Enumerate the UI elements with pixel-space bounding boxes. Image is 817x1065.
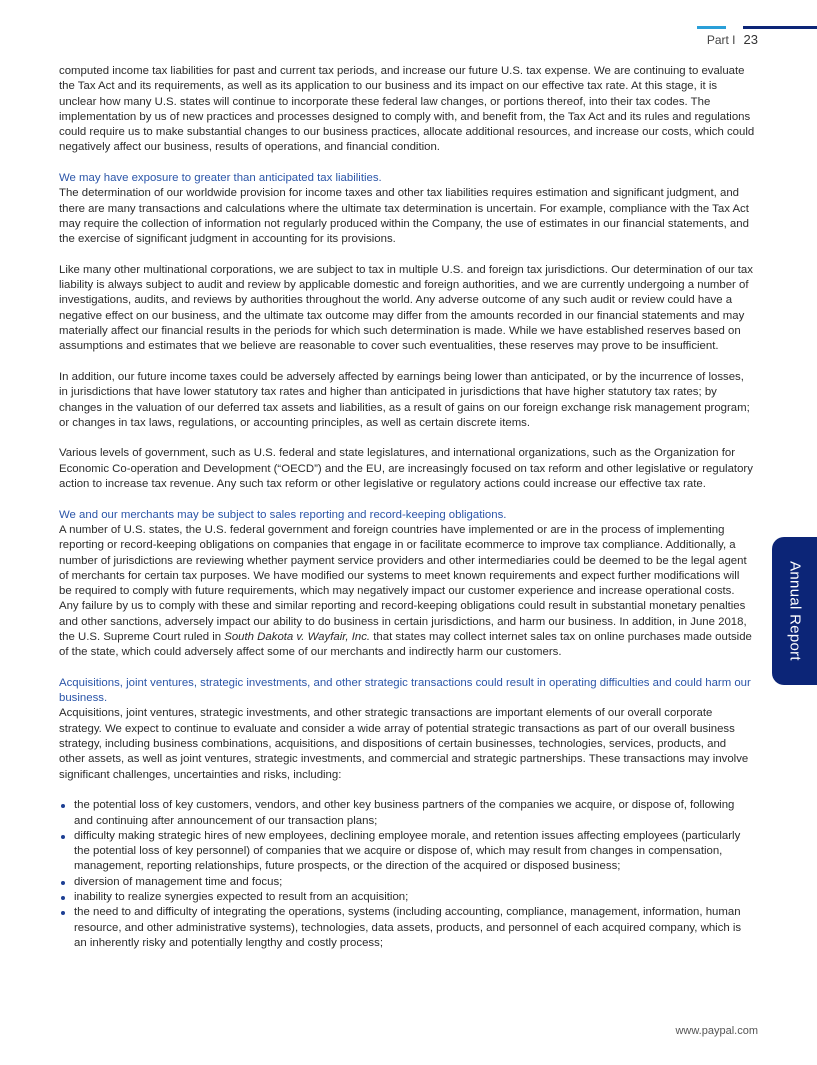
paragraph-intro: computed income tax liabilities for past and current tax periods, and increase our future U.S. tax expense. We are continuing to evaluate the Tax Act and its requirements, as well as its application to our business and its impact on our effective tax rate. At this stage, it is unclear how many U.S. states will continue to incorporate these federal law changes, or portions thereof, into their tax codes. The implementation by us of new practices and processes designed to comply with, and benefit from, the Tax Act and its rules and regulations could require us to make substantial changes to our business practices, allocate additional resources, and increase our costs, which could negatively affect our business, results of operations, and financial condition. (59, 65, 755, 154)
bullet-text: inability to realize synergies expected to result from an acquisition; (74, 891, 409, 904)
case-citation: South Dakota v. Wayfair, Inc. (224, 630, 371, 643)
section-heading-tax-liabilities: We may have exposure to greater than anticipated tax liabilities. (59, 172, 382, 185)
bullet-item (59, 875, 755, 890)
bullet-dot (61, 896, 65, 900)
bullet-text: diversion of management time and focus; (74, 875, 283, 888)
header-accent-bar-dark (743, 26, 817, 29)
annual-report-side-tab[interactable] (772, 537, 817, 685)
paragraph-acquisitions: Acquisitions, joint ventures, strategic investments, and other strategic transactions are important elements of our overall corporate strategy. We expect to continue to evaluate and consider a wide array of potential strategic transactions as part of our overall business strategy, including business combinations, acquisitions, and dispositions of certain businesses, technologies, services, products, and other assets, as well as joint ventures, strategic investments, and commercial and strategic partnerships. These transactions may involve significant challenges, uncertainties and risks, including: (59, 707, 749, 781)
part-label: Part I (706, 33, 736, 47)
side-tab-label: Annual Report (786, 561, 803, 661)
bullet-item (59, 829, 755, 875)
risk-bullet-list (59, 798, 755, 951)
paragraph-sales-part-b: that states may collect internet sales tax on online purchases made outside of the state, which could adversely affect some of our merchants and indirectly harm our customers. (59, 630, 752, 659)
paragraph-tax-2: Like many other multinational corporations, we are subject to tax in multiple U.S. and foreign tax jurisdictions. Our determination of our tax liability is always subject to audit and review by applicable domestic and foreign authorities, and we are currently undergoing a number of investigations, audits, and reviews by authorities throughout the world. Any adverse outcome of any such audit or review could have a negative effect on our business, and the ultimate tax outcome may differ from the amounts recorded in our financial statements and may materially affect our financial results in the periods for which such determination is made. While we have established reserves based on assumptions and estimates that we believe are reasonable to cover such eventualities, these reserves may prove to be insufficient. (59, 263, 753, 353)
bullet-item (59, 905, 755, 951)
bullet-item (59, 890, 755, 905)
section-heading-acquisitions: Acquisitions, joint ventures, strategic investments, and other strategic transactions could result in operating difficulties and could harm our business. (59, 676, 751, 705)
paragraph-tax-4: Various levels of government, such as U.S. federal and state legislatures, and international organizations, such as the Organization for Economic Co-operation and Development (“OECD”) and the EU, are increasingly focused on tax reform and other legislative or regulatory action to increase tax revenue. Any such tax reform or other legislative or regulatory actions could increase our effective tax rate. (59, 447, 753, 491)
bullet-item (59, 798, 755, 829)
bullet-dot (61, 804, 65, 808)
page-number: 23 (743, 32, 758, 47)
bullet-dot (61, 911, 65, 915)
bullet-dot (61, 881, 65, 885)
footer-url[interactable]: www.paypal.com (675, 1025, 758, 1037)
bullet-text: difficulty making strategic hires of new employees, declining employee morale, and retention issues affecting employees (particularly the potential loss of key personnel) of companies that we acquire or dispose of, which may result from changes in compensation, management, reporting relationships, future prospects, or the direction of the acquired or disposed business; (74, 829, 741, 873)
header-accent-bar-light (697, 26, 726, 29)
page-header (707, 33, 758, 47)
main-content (59, 64, 755, 951)
paragraph-tax-3: In addition, our future income taxes could be adversely affected by earnings being lower than anticipated, or by the incurrence of losses, in jurisdictions that have lower statutory tax rates and higher than anticipated in jurisdictions that have higher statutory tax rates; by changes in the valuation of our deferred tax assets and liabilities, as a result of gains on our foreign exchange risk management program; or changes in tax laws, regulations, or accounting principles, as well as certain discrete items. (59, 370, 750, 429)
bullet-dot (61, 835, 65, 839)
section-heading-sales-reporting: We and our merchants may be subject to sales reporting and record-keeping obligations. (59, 508, 507, 521)
paragraph-sales-part-a: A number of U.S. states, the U.S. federal government and foreign countries have implemented or are in the process of implementing reporting or record-keeping obligations on companies that engage in or facilitate ecommerce to improve tax compliance. Additionally, a number of jurisdictions are reviewing whether payment service providers and other intermediaries could be deemed to be the legal agent of merchants for certain tax purposes. We have modified our systems to meet known requirements and expect further modifications will be required to comply with future requirements, which may negatively impact our customer experience and increase operational costs. Any failure by us to comply with these and similar reporting and record-keeping obligations could result in substantial monetary penalties and other sanctions, adversely impact our ability to do business in certain jurisdictions, and harm our business. In addition, in June 2018, the U.S. Supreme Court ruled in (59, 523, 747, 643)
bullet-text: the potential loss of key customers, vendors, and other key business partners of the companies we acquire, or dispose of, following and continuing after announcement of our transaction plans; (74, 799, 735, 827)
bullet-text: the need to and difficulty of integrating the operations, systems (including accounting, compliance, management, information, human resource, and other administrative systems), technologies, data assets, products, and personnel of each acquired company, which is an inherently risky and potentially lengthy and costly process; (74, 906, 742, 949)
paragraph-sales (59, 523, 755, 661)
paragraph-tax-1: The determination of our worldwide provision for income taxes and other tax liabilities requires estimation and significant judgment, and there are many transactions and calculations where the ultimate tax determination is uncertain. For example, compliance with the Tax Act may require the collection of information not regularly produced within the Company, the use of estimates in our financial statements, and the exercise of significant judgment in accounting for its provisions. (59, 187, 749, 246)
